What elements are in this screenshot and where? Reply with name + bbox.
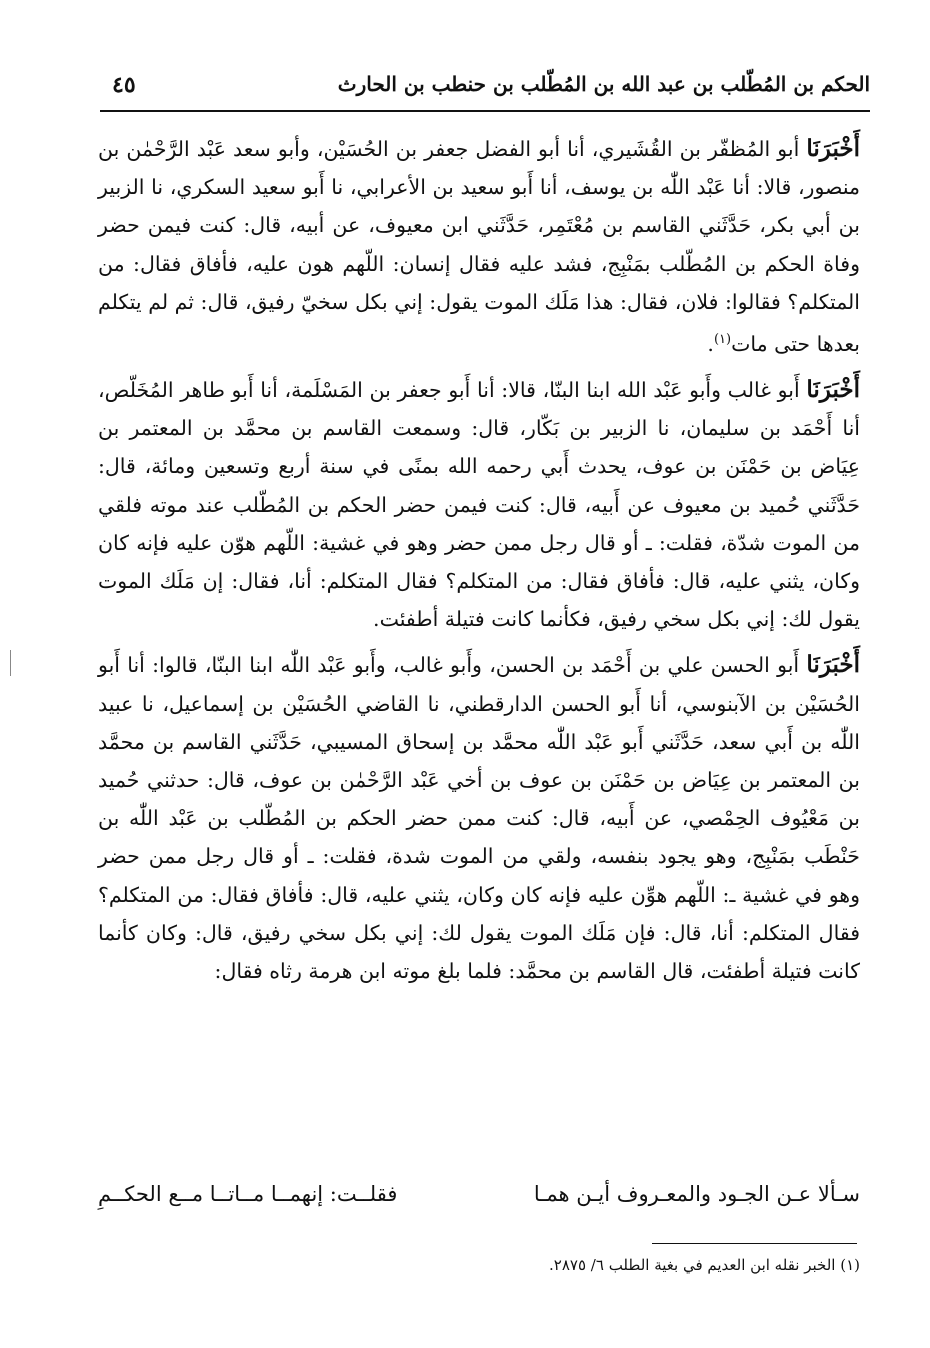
poem-second-hemistich: فقلــت: إنهمــا مــاتــا مــع الحكــمِ bbox=[98, 1182, 398, 1206]
paragraph-text: أَبو غالب وأَبو عَبْد الله ابنا البنّا، قالا: أنا أَبو جعفر بن المَسْلَمة، أنا أَبو طاهر المُخَلّص، أنا أَحْمَد بن سليمان، نا الزبير بن بَكّار، قال: وسمعت القاسم بن محمَّد بن المعتمر بن عِيَاض بن حَمْنَن بن عوف، يحدث أَبي رحمه الله بمنًى في سنة أربع وتسعين ومائة، قال: حَدَّثَني حُميد بن معيوف عن أَبيه، قال: كنت فيمن حضر الحكم بن المُطّلب عند موته فلقي من الموت شدّة، فقلت: ـ أو قال رجل ممن حضر وهو في غشية: اللّهم هوّن عليه فإنه كان وكان، يثني عليه، قال: فأفاق فقال: من المتكلم؟ فقال المتكلم: أنا، فقال: إن مَلَك الموت يقول لك: إني بكل سخي رفيق، فكأنما كانت فتيلة أطفئت. bbox=[98, 378, 860, 632]
paragraph-lead: أَخْبَرَنَا bbox=[806, 376, 860, 404]
running-header bbox=[100, 72, 870, 108]
poem-first-hemistich: سـألا عـن الجـود والمعـروف أيـن همـا bbox=[533, 1182, 860, 1206]
header-title: الحكم بن المُطّلب بن عبد الله بن المُطّلب بن حنطب بن الحارث bbox=[337, 72, 870, 96]
footnote-reference: (١) bbox=[713, 332, 732, 348]
page-number: ٤٥ bbox=[112, 72, 136, 98]
paragraph-3 bbox=[98, 646, 860, 990]
paragraph-text: أبو المُظفّر بن القُشَيري، أنا أبو الفضل جعفر بن الحُسَيْن، وأبو سعد عَبْد الرَّحْمٰن بن منصور، قالا: أنا عَبْد اللّٰه بن يوسف، أنا أَبو سعيد بن الأعرابي، نا أَبو سعيد السكري، نا الزبير بن أبي بكر، حَدَّثَني القاسم بن مُعْتَمِر، حَدَّثَني ابن معيوف، عن أبيه، قال: كنت فيمن حضر وفاة الحكم بن المُطّلب بمَنْبِج، فشد عليه فقال إنسان: اللّهم هون عليه، فأفاق فقال: من المتكلم؟ فقالوا: فلان، فقال: هذا مَلَك الموت يقول: إني بكل سخيّ رفيق، قال: ثم لم يتكلم بعدها حتى مات bbox=[98, 137, 860, 356]
main-text bbox=[98, 130, 860, 998]
footnote: (١) الخبر نقله ابن العديم في بغية الطلب ٦/ ٢٨٧٥. bbox=[549, 1256, 860, 1274]
paragraph-1 bbox=[98, 130, 860, 363]
paragraph-end: . bbox=[707, 331, 714, 356]
poem-verse bbox=[98, 1182, 860, 1218]
paragraph-2 bbox=[98, 371, 860, 638]
paragraph-text: أَبو الحسن علي بن أَحْمَد بن الحسن، وأَبو غالب، وأَبو عَبْد اللّٰه ابنا البنّا، قالوا: أنا أَبو الحُسَيْن بن الآبنوسي، أنا أَبو الحسن الدارقطني، نا القاضي الحُسَيْن بن إسماعيل، نا عبيد اللّٰه بن أَبي سعد، حَدَّثَني أَبو عَبْد اللّٰه محمَّد بن إسحاق المسيبي، حَدَّثَني القاسم بن محمَّد بن المعتمر بن عِيَاض بن حَمْنَن بن عوف بن أخي عَبْد الرَّحْمٰن بن عوف، قال: حدثني حُميد بن مَعْيُوف الحِمْصي، عن أَبيه، قال: كنت ممن حضر الحكم بن المُطّلب بن عَبْد اللّٰه بن حَنْطَب بمَنْبِج، وهو يجود بنفسه، ولقي من الموت شدة، فقلت: ـ أو قال رجل ممن حضر وهو في غشية ـ: اللّهم هوِّن عليه فإنه كان وكان، يثني عليه، قال: فأفاق فقال: من المتكلم؟ فقال المتكلم: أنا، قال: فإن مَلَك الموت يقول لك: إني بكل سخي رفيق، قال: وكان كأنما كانت فتيلة أطفئت، قال القاسم بن محمَّد: فلما بلغ موته ابن هرمة رثاه فقال: bbox=[98, 653, 860, 984]
margin-mark bbox=[10, 650, 11, 676]
footnote-rule bbox=[652, 1243, 857, 1244]
paragraph-lead: أَخْبَرَنَا bbox=[806, 651, 860, 679]
header-rule bbox=[100, 110, 870, 112]
paragraph-lead: أَخْبَرَنَا bbox=[806, 135, 860, 162]
